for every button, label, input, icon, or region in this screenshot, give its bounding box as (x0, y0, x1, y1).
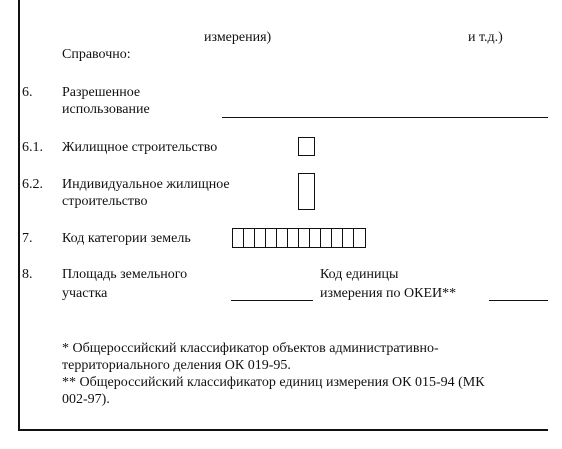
footnote-2-line2: 002-97). (62, 392, 110, 407)
item-6-2-number: 6.2. (22, 177, 43, 192)
land-category-code-cells[interactable] (232, 228, 366, 248)
footnote-1-line2: территориального деления ОК 019-95. (62, 358, 291, 373)
land-category-code-cell[interactable] (288, 229, 299, 247)
item-6-1-number: 6.1. (22, 140, 43, 155)
land-category-code-cell[interactable] (299, 229, 310, 247)
item-6-label-line2: использование (62, 102, 150, 117)
land-category-code-cell[interactable] (266, 229, 277, 247)
item-7-number: 7. (22, 231, 33, 246)
form-left-border (18, 0, 20, 430)
housing-construction-checkbox[interactable] (298, 137, 315, 156)
item-6-2-label-line1: Индивидуальное жилищное (62, 177, 230, 192)
land-area-input-line[interactable] (231, 300, 313, 301)
footnote-1-line1: * Общероссийский классификатор объектов административно- (62, 341, 439, 356)
header-measure-fragment: измерения) (204, 30, 272, 45)
land-category-code-cell[interactable] (332, 229, 343, 247)
footnote-2-line1: ** Общероссийский классификатор единиц измерения ОК 015-94 (МК (62, 375, 485, 390)
item-6-label-line1: Разрешенное (62, 85, 141, 100)
permitted-use-input-line[interactable] (222, 117, 548, 118)
okei-unit-input-line[interactable] (489, 300, 548, 301)
item-6-2-label-line2: строительство (62, 194, 148, 209)
land-category-code-cell[interactable] (310, 229, 321, 247)
item-6-number: 6. (22, 85, 33, 100)
item-8-area-label-line2: участка (62, 286, 108, 301)
form-bottom-border (18, 429, 548, 431)
land-category-code-cell[interactable] (244, 229, 255, 247)
item-7-label: Код категории земель (62, 231, 191, 246)
land-category-code-cell[interactable] (343, 229, 354, 247)
land-category-code-cell[interactable] (255, 229, 266, 247)
individual-housing-checkbox[interactable] (298, 173, 315, 210)
item-8-area-label-line1: Площадь земельного (62, 267, 188, 282)
item-8-unit-label-line1: Код единицы (320, 267, 399, 282)
land-category-code-cell[interactable] (354, 229, 365, 247)
item-8-unit-label-line2: измерения по ОКЕИ** (320, 286, 457, 301)
reference-label: Справочно: (62, 47, 131, 62)
land-category-code-cell[interactable] (233, 229, 244, 247)
item-8-number: 8. (22, 267, 33, 282)
land-category-code-cell[interactable] (321, 229, 332, 247)
land-category-code-cell[interactable] (277, 229, 288, 247)
header-etc: и т.д.) (468, 30, 503, 45)
item-6-1-label: Жилищное строительство (62, 140, 218, 155)
